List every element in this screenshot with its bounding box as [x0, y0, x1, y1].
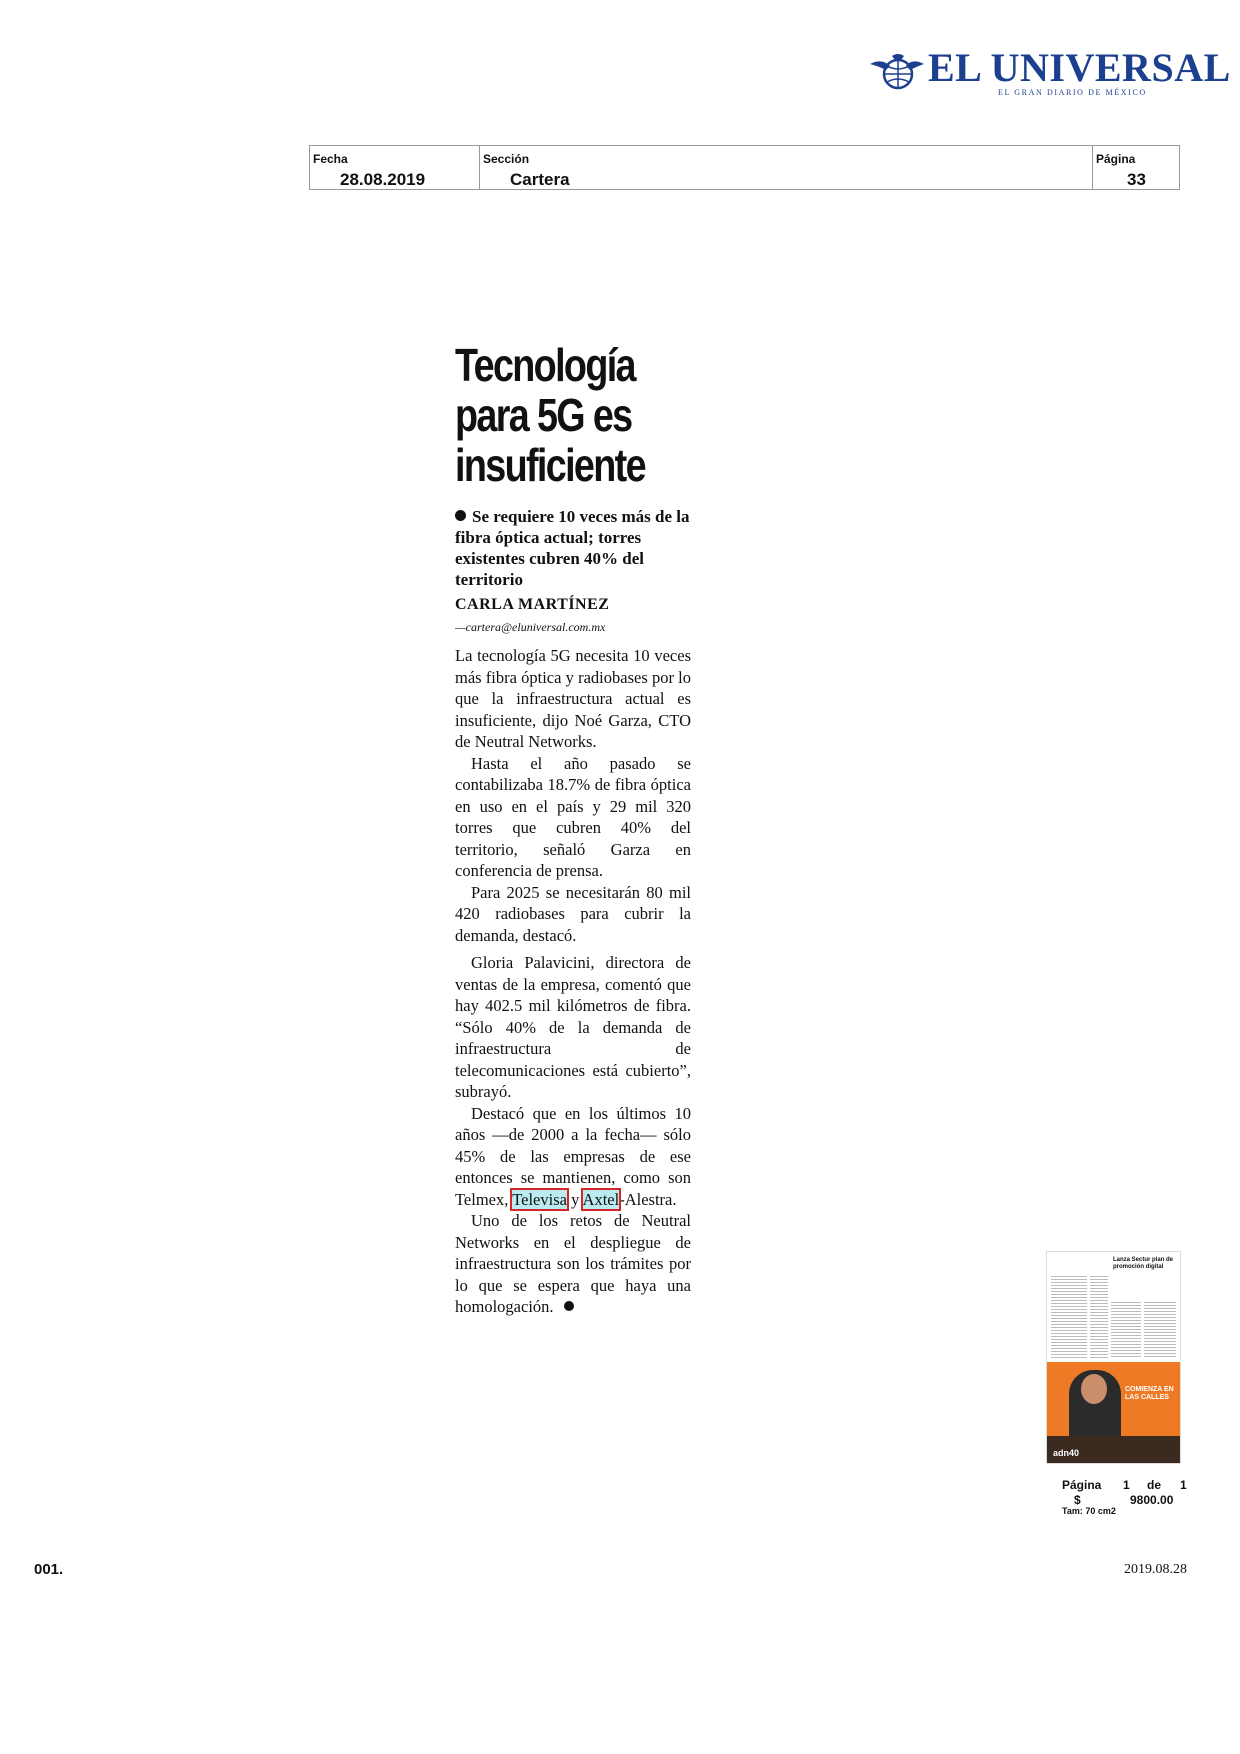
- thumbnail-brand: adn40: [1053, 1448, 1080, 1458]
- highlight-televisa: Televisa: [512, 1189, 567, 1209]
- thumbnail-slogan: COMIENZA EN LAS CALLES: [1125, 1386, 1174, 1401]
- paragraph-text: -Alestra.: [619, 1189, 677, 1209]
- thumbnail-column: [1144, 1302, 1176, 1358]
- paragraph-text: Uno de los retos de Neutral Networks en el despliegue de infraestructura son los trámites por lo que se espera que haya una homologación.: [455, 1211, 691, 1316]
- seccion-cell: [480, 146, 1093, 189]
- thumbnail-column: [1111, 1302, 1141, 1358]
- article: [455, 339, 695, 1316]
- pagina-de: de: [1147, 1478, 1162, 1492]
- size-info: Tam: 70 cm2: [1062, 1506, 1116, 1516]
- page-thumbnail[interactable]: [1046, 1251, 1181, 1464]
- pagina-current: 1: [1123, 1478, 1130, 1492]
- headline-line: insuficiente: [455, 439, 645, 491]
- clipping-header: [309, 145, 1180, 190]
- paragraph: Hasta el año pasado se contabilizaba 18.7% de fibra óptica en uso en el país y 29 mil 320 torres que cubren 40% del territorio, señaló Garza en conferencia de prensa.: [455, 753, 691, 880]
- pagina-info-label: Página: [1062, 1478, 1102, 1492]
- thumbnail-column: [1051, 1276, 1087, 1358]
- byline: CARLA MARTÍNEZ: [455, 596, 610, 613]
- subheadline-text: Se requiere 10 veces más de la fibra óptica actual; torres existentes cubren 40% del territorio: [455, 507, 690, 589]
- price-amount: 9800.00: [1130, 1493, 1174, 1507]
- paragraph: Gloria Palavicini, directora de ventas de la empresa, comentó que hay 402.5 mil kilómetros de fibra. “Sólo 40% de la demanda de infraestructura de telecomunicaciones está cubierto”, subrayó.: [455, 953, 691, 1101]
- author-email[interactable]: —cartera@eluniversal.com.mx: [455, 620, 606, 634]
- paragraph: [455, 1103, 691, 1211]
- currency-symbol: $: [1074, 1493, 1081, 1507]
- el-universal-logo: [868, 45, 1231, 98]
- pagina-cell: [1093, 146, 1179, 189]
- end-mark-icon: [564, 1301, 574, 1311]
- highlight-axtel: Axtel: [582, 1189, 620, 1209]
- subheadline: [455, 506, 695, 590]
- eagle-globe-icon: [868, 52, 926, 92]
- logo-wordmark: EL UNIVERSAL: [928, 45, 1231, 90]
- clip-date: 2019.08.28: [1124, 1562, 1187, 1577]
- bullet-icon: [455, 510, 466, 521]
- pagina-label: Página: [1096, 152, 1136, 166]
- paragraph: La tecnología 5G necesita 10 veces más fibra óptica y radiobases por lo que la infraestructura actual es insuficiente, dijo Noé Garza, CTO de Neutral Networks.: [455, 646, 691, 751]
- seccion-value: Cartera: [510, 170, 570, 189]
- paragraph-text: y: [566, 1189, 583, 1209]
- headline-line: Tecnología: [455, 339, 635, 391]
- pagina-total: 1: [1180, 1478, 1187, 1492]
- fecha-value: 28.08.2019: [340, 170, 426, 189]
- paragraph: [455, 1210, 691, 1318]
- page-info: [1062, 1478, 1192, 1523]
- article-body: [455, 645, 691, 1318]
- thumbnail-column: [1090, 1276, 1108, 1358]
- clip-number: 001.: [34, 1561, 64, 1578]
- thumbnail-title: Lanza Sectur plan de promoción digital: [1113, 1257, 1174, 1270]
- pagina-value: 33: [1127, 170, 1146, 189]
- paragraph-text: Destacó que en los últimos 10 años —de 2000 a la fecha— sólo 45% de las empresas de ese entonces se mantienen, como son Telmex,: [455, 1103, 691, 1209]
- logo-tagline: EL GRAN DIARIO DE MÉXICO: [998, 88, 1147, 97]
- thumbnail-face: [1081, 1374, 1107, 1404]
- seccion-label: Sección: [483, 152, 530, 166]
- paragraph: Para 2025 se necesitarán 80 mil 420 radiobases para cubrir la demanda, destacó.: [455, 882, 691, 945]
- headline: [455, 340, 693, 490]
- headline-line: para 5G es: [455, 389, 632, 441]
- fecha-label: Fecha: [313, 152, 348, 166]
- fecha-cell: [310, 146, 480, 189]
